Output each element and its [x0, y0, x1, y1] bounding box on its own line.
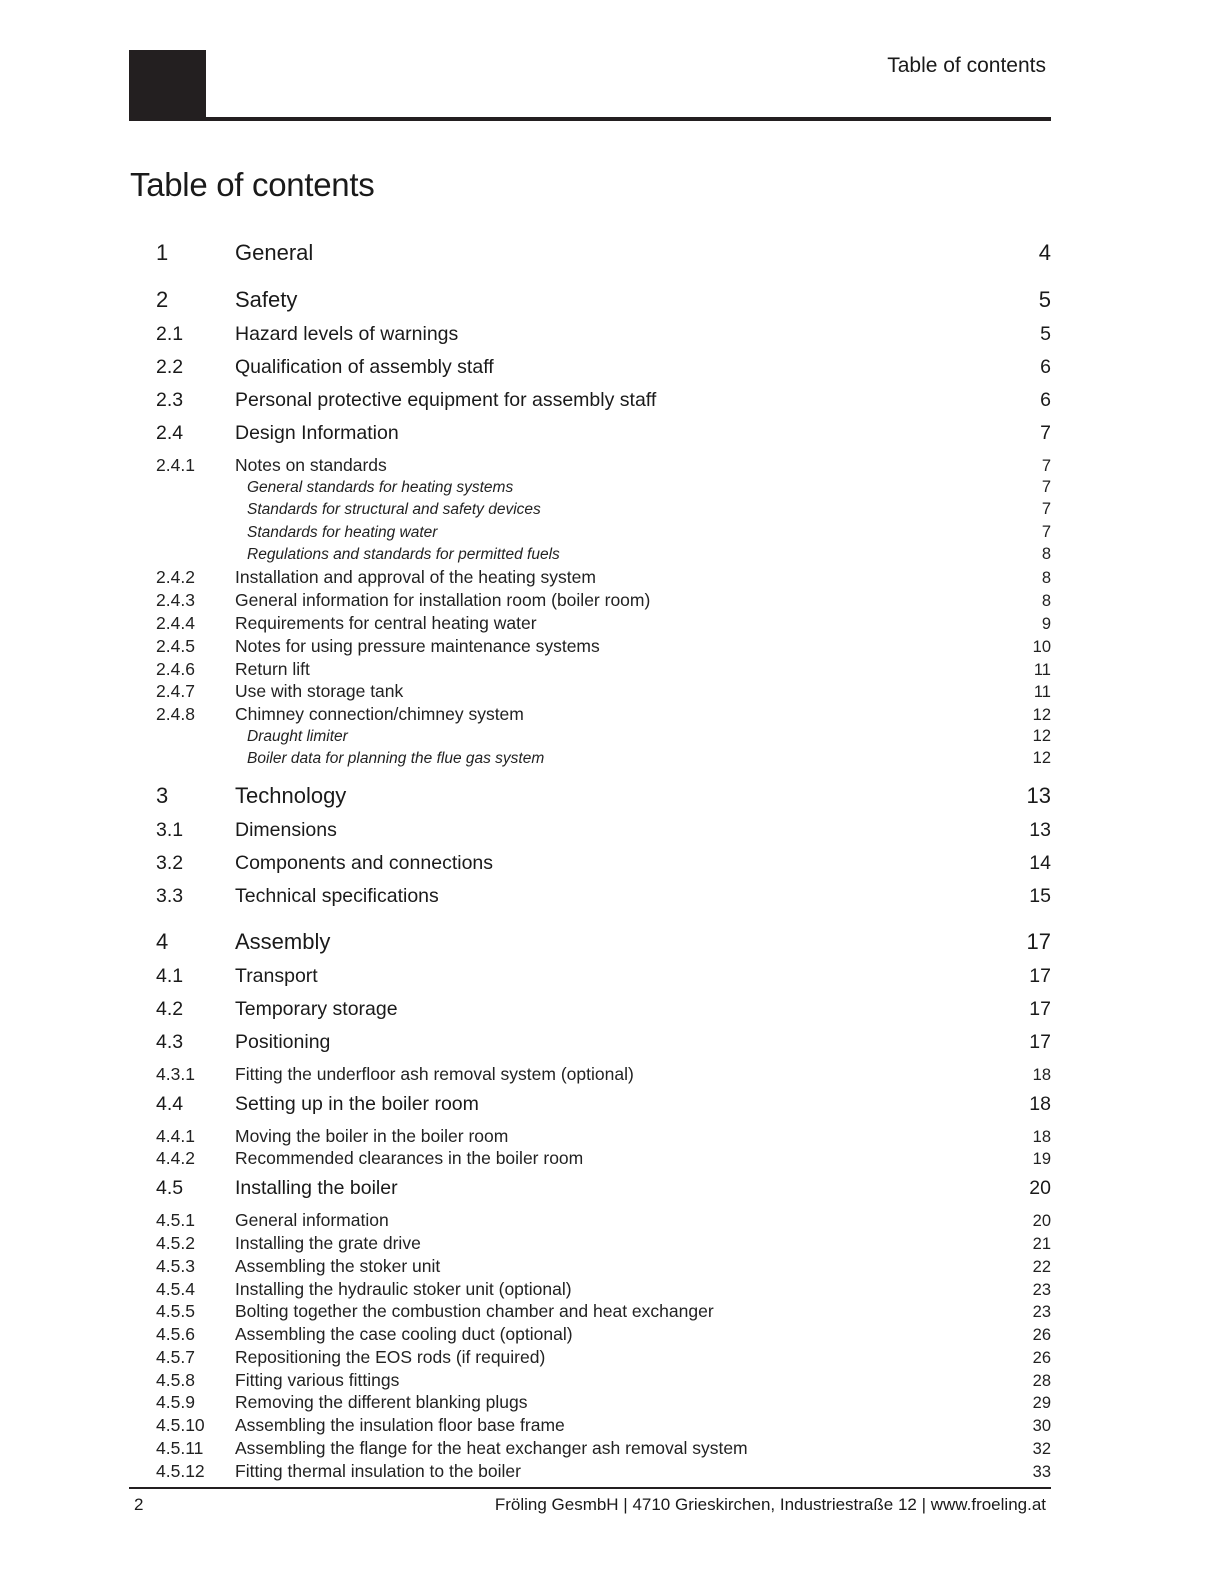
toc-entry-title: Assembling the case cooling duct (optional) [235, 1324, 573, 1345]
toc-entry-number: 2.4.6 [156, 658, 195, 679]
toc-entry-number: 2.4 [156, 422, 184, 444]
toc-entry-page: 22 [1032, 1257, 1051, 1276]
toc-entry[interactable] [156, 545, 1051, 567]
toc-entry-number: 4.5.9 [156, 1392, 195, 1413]
toc-entry[interactable] [156, 1177, 1051, 1210]
toc-entry-page: 6 [1040, 389, 1051, 411]
toc-entry-page: 5 [1040, 323, 1051, 345]
toc-entry[interactable] [156, 478, 1051, 500]
toc-entry[interactable] [156, 1256, 1051, 1279]
toc-entry-title: Design Information [235, 422, 399, 444]
toc-entry-title: Installing the boiler [235, 1177, 398, 1200]
toc-entry-title: Technical specifications [235, 884, 439, 907]
footer-page-number: 2 [134, 1495, 144, 1514]
toc-entry-page: 21 [1032, 1234, 1051, 1253]
footer-address: Fröling GesmbH | 4710 Grieskirchen, Industriestraße 12 | www.froeling.at [494, 1495, 1046, 1514]
toc-entry-page: 4 [1038, 240, 1051, 265]
toc-entry-number: 2.1 [156, 323, 184, 345]
toc-entry-number: 4.5 [156, 1177, 184, 1200]
toc-entry-number: 4.5.4 [156, 1278, 195, 1299]
toc-entry-number: 4.4 [156, 1092, 184, 1115]
toc-entry-number: 2.4.7 [156, 681, 195, 702]
toc-entry[interactable] [156, 1064, 1051, 1087]
footer-rule [129, 1487, 1051, 1489]
toc-entry-page: 29 [1032, 1394, 1051, 1413]
toc-entry-number: 4.5.3 [156, 1255, 195, 1276]
toc-entry-page: 7 [1041, 500, 1051, 519]
toc-entry-title: Components and connections [235, 851, 494, 874]
toc-entry-page: 17 [1029, 1030, 1051, 1053]
toc-entry-title: Repositioning the EOS rods (if required) [235, 1346, 546, 1367]
toc-entry-page: 12 [1032, 726, 1051, 745]
toc-entry-title: Moving the boiler in the boiler room [235, 1125, 509, 1146]
toc-entry-title: Notes on standards [235, 455, 387, 475]
toc-entry-title: Fitting various fittings [235, 1369, 400, 1390]
toc-entry[interactable] [156, 455, 1051, 478]
toc-entry-page: 23 [1032, 1303, 1051, 1322]
toc-entry-title: Use with storage tank [235, 681, 404, 702]
toc-entry[interactable] [156, 749, 1051, 771]
toc-entry-page: 23 [1032, 1280, 1051, 1299]
toc-entry-number: 4.5.5 [156, 1301, 195, 1322]
toc-entry-number: 4 [156, 928, 169, 954]
toc-entry-page: 11 [1033, 660, 1051, 679]
toc-entry[interactable] [156, 613, 1051, 636]
toc-entry-page: 7 [1041, 477, 1051, 496]
toc-entry[interactable] [156, 500, 1051, 522]
toc-entry-page: 8 [1041, 544, 1051, 563]
toc-entry-page: 12 [1032, 749, 1051, 768]
toc-entry-title: Draught limiter [247, 727, 348, 745]
toc-entry-title: Installing the grate drive [235, 1232, 421, 1253]
toc-entry-page: 20 [1029, 1177, 1051, 1200]
toc-entry[interactable] [156, 323, 1051, 356]
toc-entry-page: 17 [1029, 964, 1051, 987]
toc-entry-page: 18 [1029, 1092, 1051, 1115]
toc-entry[interactable] [156, 783, 1051, 819]
toc-entry-page: 26 [1032, 1348, 1051, 1367]
toc-entry[interactable] [156, 852, 1051, 885]
toc-entry[interactable] [156, 240, 1051, 276]
toc-entry[interactable] [156, 819, 1051, 852]
toc-entry-title: Chimney connection/chimney system [235, 704, 524, 725]
toc-entry[interactable] [156, 1093, 1051, 1126]
toc-entry-number: 2 [156, 287, 169, 312]
toc-entry[interactable] [156, 1392, 1051, 1415]
toc-entry[interactable] [156, 1210, 1051, 1233]
table-of-contents [156, 240, 1051, 1484]
toc-entry-number: 2.4.8 [156, 704, 195, 725]
toc-entry[interactable] [156, 422, 1051, 455]
toc-entry[interactable] [156, 1370, 1051, 1393]
toc-entry-number: 4.2 [156, 997, 184, 1020]
toc-entry-number: 4.5.2 [156, 1232, 195, 1253]
toc-entry-number: 1 [156, 240, 169, 265]
toc-entry-title: Transport [235, 964, 318, 987]
toc-entry-title: Dimensions [235, 818, 337, 841]
toc-entry-title: Notes for using pressure maintenance systems [235, 635, 600, 656]
toc-entry-number: 3.2 [156, 851, 184, 874]
toc-entry[interactable] [156, 727, 1051, 749]
toc-entry-page: 30 [1032, 1417, 1051, 1436]
toc-entry-number: 2.4.5 [156, 635, 195, 656]
toc-entry[interactable] [156, 659, 1051, 682]
toc-entry-page: 5 [1038, 287, 1051, 312]
toc-entry-title: Bolting together the combustion chamber and heat exchanger [235, 1301, 714, 1322]
toc-entry-number: 4.5.11 [156, 1438, 204, 1459]
toc-entry-page: 6 [1040, 356, 1051, 378]
toc-entry-page: 8 [1041, 592, 1051, 611]
toc-entry-page: 7 [1040, 422, 1051, 444]
toc-entry-title: Fitting thermal insulation to the boiler [235, 1460, 521, 1481]
toc-entry[interactable] [156, 356, 1051, 389]
toc-entry-number: 4.3.1 [156, 1063, 195, 1084]
toc-entry-number: 3.1 [156, 818, 184, 841]
toc-entry[interactable] [156, 1126, 1051, 1149]
toc-entry-page: 17 [1029, 997, 1051, 1020]
toc-entry-page: 18 [1032, 1065, 1051, 1084]
toc-entry[interactable] [156, 590, 1051, 613]
toc-entry-title: Standards for structural and safety devices [247, 501, 541, 519]
toc-entry-page: 11 [1033, 683, 1051, 702]
toc-entry-page: 8 [1041, 569, 1051, 588]
header-title: Table of contents [887, 54, 1046, 77]
toc-entry[interactable] [156, 1438, 1051, 1461]
toc-entry[interactable] [156, 965, 1051, 998]
toc-entry-title: Assembling the flange for the heat exchanger ash removal system [235, 1438, 748, 1459]
toc-entry-page: 13 [1029, 818, 1051, 841]
header-rule [129, 117, 1051, 121]
toc-entry-number: 4.5.1 [156, 1210, 195, 1231]
toc-entry-number: 4.5.10 [156, 1415, 205, 1436]
toc-entry-number: 4.1 [156, 964, 184, 987]
toc-entry-page: 26 [1032, 1326, 1051, 1345]
toc-entry[interactable] [156, 1324, 1051, 1347]
toc-entry-page: 18 [1032, 1127, 1051, 1146]
toc-entry-title: Setting up in the boiler room [235, 1092, 479, 1115]
toc-entry-number: 4.4.2 [156, 1148, 195, 1169]
toc-entry-title: Personal protective equipment for assembly staff [235, 389, 657, 411]
header-block [129, 50, 206, 120]
toc-entry-page: 7 [1041, 522, 1051, 541]
toc-entry[interactable] [156, 681, 1051, 704]
toc-entry-page: 17 [1026, 928, 1051, 954]
toc-entry-title: Technology [235, 782, 347, 808]
toc-entry-page: 7 [1041, 457, 1051, 475]
toc-entry-number: 3.3 [156, 884, 184, 907]
toc-entry-number: 3 [156, 782, 169, 808]
toc-entry-title: General information for installation room (boiler room) [235, 590, 651, 611]
toc-entry-title: Hazard levels of warnings [235, 323, 459, 345]
toc-entry-page: 9 [1041, 614, 1051, 633]
toc-entry-number: 4.5.8 [156, 1369, 195, 1390]
toc-entry-page: 20 [1032, 1212, 1051, 1231]
toc-entry-page: 12 [1032, 706, 1051, 725]
toc-entry-title: General information [235, 1210, 389, 1231]
toc-entry[interactable] [156, 1347, 1051, 1370]
toc-entry-title: Positioning [235, 1030, 331, 1053]
toc-entry-number: 4.3 [156, 1030, 184, 1053]
toc-entry-title: Requirements for central heating water [235, 612, 537, 633]
toc-entry-title: Installation and approval of the heating system [235, 567, 596, 588]
toc-entry-title: Assembly [235, 928, 331, 954]
toc-entry-title: Return lift [235, 658, 310, 679]
toc-entry-page: 13 [1026, 782, 1051, 808]
toc-entry[interactable] [156, 523, 1051, 545]
toc-entry-number: 4.5.12 [156, 1460, 205, 1481]
toc-entry-page: 28 [1032, 1371, 1051, 1390]
toc-entry-title: Safety [235, 287, 298, 312]
toc-entry-number: 2.4.3 [156, 590, 195, 611]
toc-entry-number: 4.4.1 [156, 1125, 195, 1146]
toc-entry[interactable] [156, 287, 1051, 323]
toc-entry-title: Assembling the insulation floor base frame [235, 1415, 565, 1436]
toc-entry-page: 19 [1032, 1150, 1051, 1169]
toc-entry[interactable] [156, 1031, 1051, 1064]
toc-entry-page: 10 [1032, 637, 1051, 656]
toc-entry[interactable] [156, 885, 1051, 918]
toc-entry-title: Assembling the stoker unit [235, 1255, 441, 1276]
toc-entry-title: Boiler data for planning the flue gas system [247, 750, 545, 768]
toc-entry-title: Removing the different blanking plugs [235, 1392, 528, 1413]
toc-entry-number: 4.5.7 [156, 1346, 195, 1367]
toc-entry-title: General standards for heating systems [247, 478, 514, 496]
toc-entry-number: 2.4.2 [156, 567, 195, 588]
toc-entry-number: 2.3 [156, 389, 184, 411]
toc-entry-number: 2.4.4 [156, 612, 195, 633]
toc-entry-title: Installing the hydraulic stoker unit (optional) [235, 1278, 572, 1299]
toc-entry-title: General [235, 240, 314, 265]
toc-entry-page: 33 [1032, 1462, 1051, 1481]
toc-entry[interactable] [156, 1233, 1051, 1256]
toc-entry-title: Qualification of assembly staff [235, 356, 494, 378]
toc-entry-title: Regulations and standards for permitted fuels [247, 545, 560, 563]
toc-entry-title: Recommended clearances in the boiler room [235, 1148, 584, 1169]
toc-entry-page: 32 [1032, 1440, 1051, 1459]
toc-entry-title: Standards for heating water [247, 523, 438, 541]
toc-entry[interactable] [156, 1415, 1051, 1438]
toc-entry-number: 2.4.1 [156, 455, 195, 475]
toc-entry[interactable] [156, 929, 1051, 965]
toc-entry-title: Fitting the underfloor ash removal system (optional) [235, 1063, 634, 1084]
toc-entry-page: 14 [1029, 851, 1051, 874]
toc-entry[interactable] [156, 1461, 1051, 1484]
toc-entry-page: 15 [1029, 884, 1051, 907]
toc-entry-number: 4.5.6 [156, 1324, 195, 1345]
toc-entry[interactable] [156, 1301, 1051, 1324]
toc-entry-number: 2.2 [156, 356, 184, 378]
toc-entry[interactable] [156, 389, 1051, 422]
toc-entry[interactable] [156, 1148, 1051, 1171]
page-title: Table of contents [130, 166, 375, 203]
toc-entry[interactable] [156, 567, 1051, 590]
toc-entry[interactable] [156, 636, 1051, 659]
toc-entry-title: Temporary storage [235, 997, 398, 1020]
toc-entry[interactable] [156, 1279, 1051, 1302]
toc-entry[interactable] [156, 704, 1051, 727]
toc-entry[interactable] [156, 998, 1051, 1031]
